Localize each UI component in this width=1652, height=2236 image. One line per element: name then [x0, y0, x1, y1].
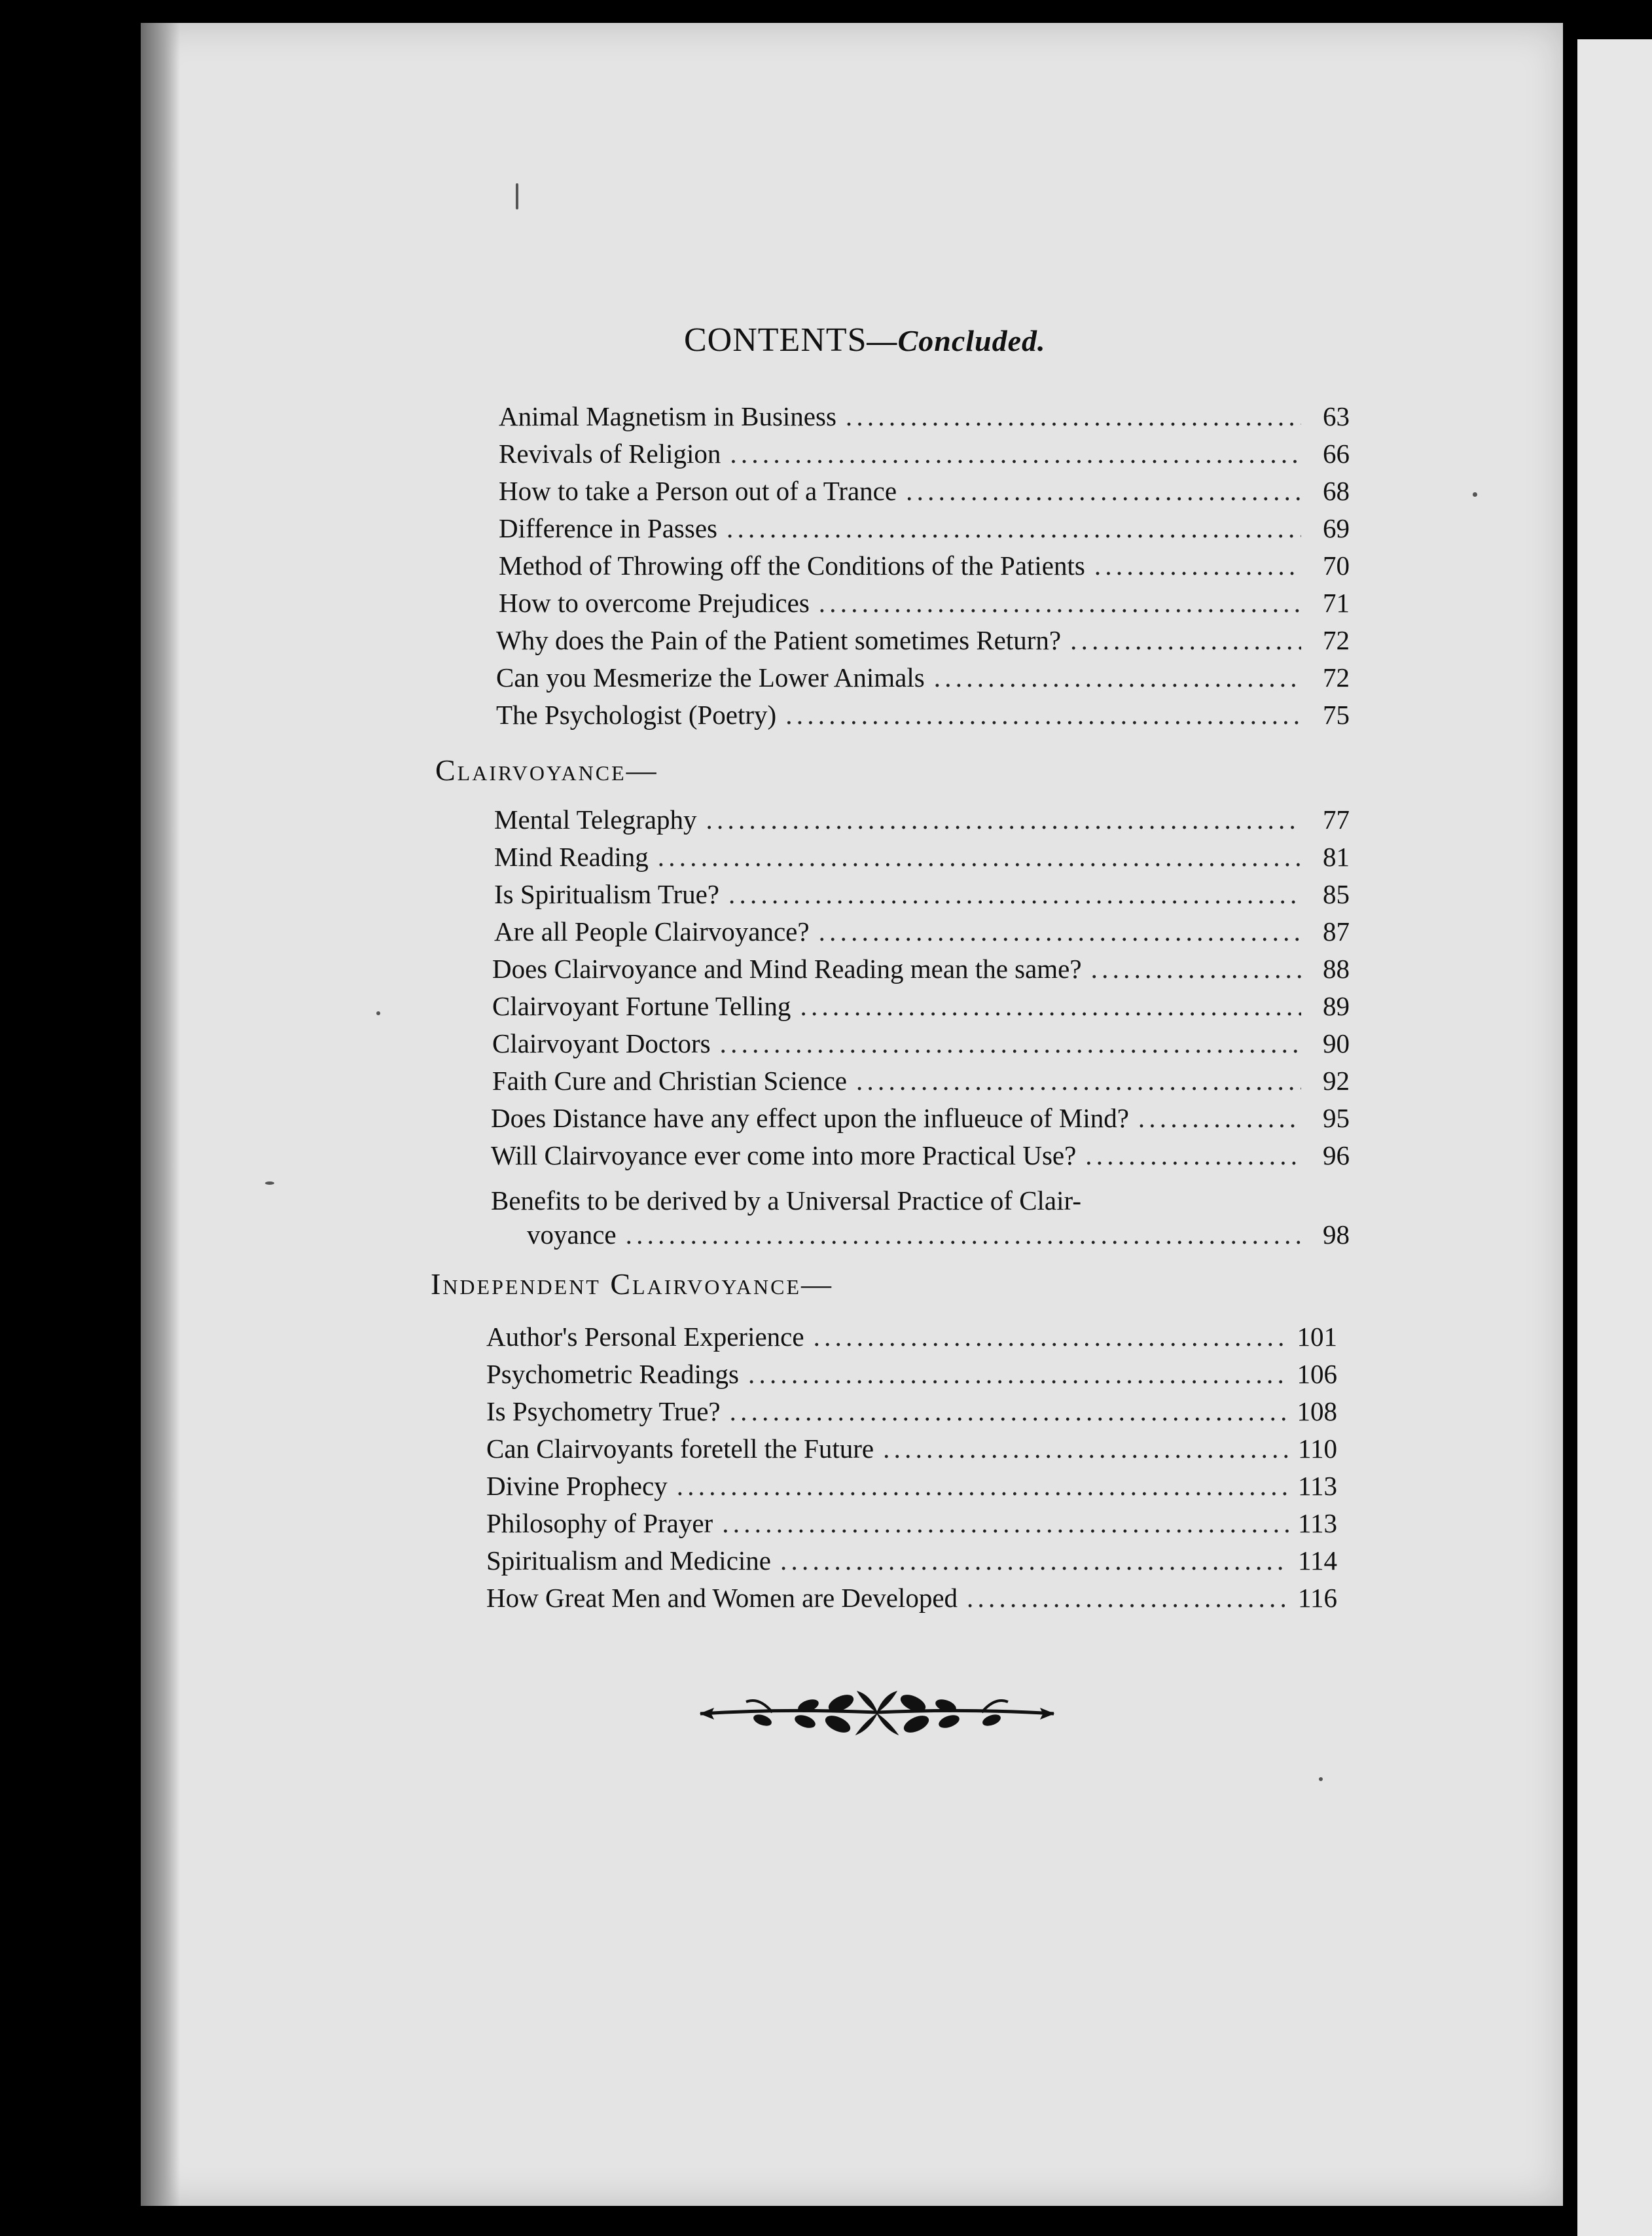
- toc-entry-title: Method of Throwing off the Conditions of the Patients: [499, 550, 1085, 581]
- leader-dots: [626, 1219, 1301, 1250]
- ink-speck: [516, 183, 518, 209]
- toc-entry-title: How to overcome Prejudices: [499, 588, 810, 618]
- title-subtitle: —Concluded.: [867, 324, 1046, 357]
- toc-entry-page: 110: [1298, 1434, 1337, 1464]
- leader-dots: [819, 587, 1301, 619]
- toc-entry-title: Revivals of Religion: [499, 439, 721, 469]
- toc-entry-page: 108: [1297, 1396, 1337, 1426]
- toc-entry: [492, 1065, 1350, 1103]
- leader-dots: [730, 438, 1301, 469]
- toc-entry-page: 85: [1323, 879, 1350, 909]
- toc-entry-title: Spiritualism and Medicine: [486, 1545, 771, 1576]
- toc-entry-page: 114: [1298, 1545, 1337, 1576]
- section-heading: Clairvoyance—: [435, 753, 658, 787]
- toc-entry: [499, 401, 1350, 439]
- toc-entry: [499, 550, 1350, 588]
- leader-dots: [906, 475, 1301, 507]
- toc-entry-title: Philosophy of Prayer: [486, 1508, 713, 1538]
- toc-entry-title: Clairvoyant Doctors: [492, 1028, 711, 1058]
- toc-entry-page: 70: [1323, 550, 1350, 581]
- toc-entry-page: 92: [1323, 1066, 1350, 1096]
- toc-entry: [486, 1321, 1337, 1359]
- toc-entry-title: Does Distance have any effect upon the influeuce of Mind?: [491, 1103, 1129, 1133]
- toc-entry: [494, 841, 1350, 879]
- ink-speck: [1319, 1777, 1323, 1781]
- toc-entry-page: 87: [1323, 916, 1350, 947]
- toc-entry-title: How to take a Person out of a Trance: [499, 476, 897, 506]
- toc-entry-title: Does Clairvoyance and Mind Reading mean the same?: [492, 954, 1082, 984]
- toc-entry-title: Divine Prophecy: [486, 1471, 668, 1501]
- toc-entry: [496, 624, 1350, 662]
- toc-entry-title: Will Clairvoyance ever come into more Practical Use?: [491, 1140, 1077, 1170]
- toc-entry-title: Psychometric Readings: [486, 1359, 740, 1389]
- toc-entry-title: Difference in Passes: [499, 513, 717, 543]
- toc-entry-title: The Psychologist (Poetry): [496, 700, 777, 730]
- toc-entry: [486, 1470, 1337, 1508]
- toc-entry: [494, 878, 1350, 916]
- toc-entry-title: Mind Reading: [494, 842, 649, 872]
- toc-entry: [491, 1102, 1350, 1140]
- toc-entry: [499, 587, 1350, 625]
- leader-dots: [967, 1582, 1289, 1614]
- toc-entry-title: Can you Mesmerize the Lower Animals: [496, 662, 925, 693]
- toc-entry: [494, 916, 1350, 954]
- ink-speck: [265, 1181, 274, 1185]
- leader-dots: [934, 662, 1301, 693]
- leader-dots: [819, 916, 1301, 947]
- leader-dots: [1094, 550, 1301, 581]
- toc-entry-page: 77: [1323, 804, 1350, 835]
- toc-entry-title: How Great Men and Women are Developed: [486, 1583, 958, 1613]
- leader-dots: [730, 1396, 1288, 1427]
- toc-entry-title-line2: voyance: [527, 1219, 617, 1250]
- toc-entry: [499, 438, 1350, 476]
- toc-entry: [496, 662, 1350, 700]
- leader-dots: [677, 1470, 1289, 1502]
- toc-entry-page: 95: [1323, 1103, 1350, 1133]
- toc-entry-title: Animal Magnetism in Business: [499, 401, 836, 431]
- leader-dots: [728, 878, 1301, 910]
- toc-entry: [492, 1028, 1350, 1066]
- leader-dots: [748, 1358, 1287, 1390]
- toc-entry: [486, 1545, 1337, 1583]
- leader-dots: [720, 1028, 1301, 1059]
- toc-entry-continuation: [527, 1219, 1350, 1257]
- toc-entry-page: 75: [1323, 700, 1350, 730]
- page-gutter-shadow: [141, 23, 180, 2206]
- leader-dots: [1070, 624, 1301, 656]
- toc-entry-page: 63: [1323, 401, 1350, 431]
- toc-entry-title: Mental Telegraphy: [494, 804, 697, 835]
- leader-dots: [1138, 1102, 1301, 1134]
- toc-entry-page: 90: [1323, 1028, 1350, 1058]
- toc-entry-title-line1: Benefits to be derived by a Universal Practice of Clair-: [491, 1185, 1081, 1216]
- toc-entry-title: Author's Personal Experience: [486, 1322, 804, 1352]
- toc-entry: [486, 1507, 1337, 1545]
- leaf-scroll-ornament: [694, 1682, 1060, 1741]
- toc-entry: [486, 1358, 1337, 1396]
- toc-entry: [499, 475, 1350, 513]
- toc-entry-page: 96: [1323, 1140, 1350, 1170]
- toc-entry-page: 116: [1298, 1583, 1337, 1613]
- toc-entry: [494, 804, 1350, 842]
- leader-dots: [856, 1065, 1301, 1096]
- toc-entry-page: 81: [1323, 842, 1350, 872]
- toc-entry-page: 88: [1323, 954, 1350, 984]
- toc-entry: [496, 699, 1350, 737]
- leader-dots: [658, 841, 1301, 873]
- ink-speck: [1473, 492, 1477, 497]
- leader-dots: [846, 401, 1301, 432]
- title-main: CONTENTS: [684, 321, 867, 359]
- toc-entry-page: 72: [1323, 662, 1350, 693]
- toc-entry-page: 106: [1297, 1359, 1337, 1389]
- toc-entry-title: Clairvoyant Fortune Telling: [492, 991, 791, 1021]
- leader-dots: [1091, 953, 1301, 984]
- toc-entry-title: Is Spiritualism True?: [494, 879, 719, 909]
- toc-entry-page: 71: [1323, 588, 1350, 618]
- toc-entry: [492, 953, 1350, 991]
- leader-dots: [814, 1321, 1288, 1352]
- toc-entry-title: Why does the Pain of the Patient sometimes Return?: [496, 625, 1062, 655]
- toc-entry-page: 89: [1323, 991, 1350, 1021]
- toc-entry-page: 113: [1298, 1508, 1337, 1538]
- facing-page-edge: [1577, 39, 1652, 2236]
- leader-dots: [727, 513, 1301, 544]
- toc-entry-page: 98: [1323, 1219, 1350, 1250]
- toc-entry-page: 68: [1323, 476, 1350, 506]
- toc-entry-page: 69: [1323, 513, 1350, 543]
- toc-entry: [492, 990, 1350, 1028]
- toc-entry-title: Is Psychometry True?: [486, 1396, 721, 1426]
- toc-entry-page: 66: [1323, 439, 1350, 469]
- leader-dots: [1085, 1140, 1301, 1171]
- leader-dots: [722, 1507, 1289, 1539]
- leader-dots: [706, 804, 1301, 835]
- leader-dots: [780, 1545, 1289, 1576]
- section-heading: Independent Clairvoyance—: [431, 1267, 834, 1301]
- toc-entry: [486, 1582, 1337, 1620]
- toc-entry-page: 113: [1298, 1471, 1337, 1501]
- leader-dots: [800, 990, 1301, 1022]
- toc-entry: [491, 1140, 1350, 1178]
- toc-entry: [486, 1396, 1337, 1434]
- toc-entry-page: 101: [1297, 1322, 1337, 1352]
- toc-entry: [499, 513, 1350, 550]
- toc-entry-title: Are all People Clairvoyance?: [494, 916, 810, 947]
- page-title: [684, 321, 1155, 373]
- leader-dots: [785, 699, 1301, 730]
- ink-speck: [376, 1011, 380, 1015]
- leader-dots: [883, 1433, 1289, 1464]
- toc-entry-page: 72: [1323, 625, 1350, 655]
- toc-entry: [486, 1433, 1337, 1471]
- toc-entry-title: Can Clairvoyants foretell the Future: [486, 1434, 874, 1464]
- toc-entry-title: Faith Cure and Christian Science: [492, 1066, 847, 1096]
